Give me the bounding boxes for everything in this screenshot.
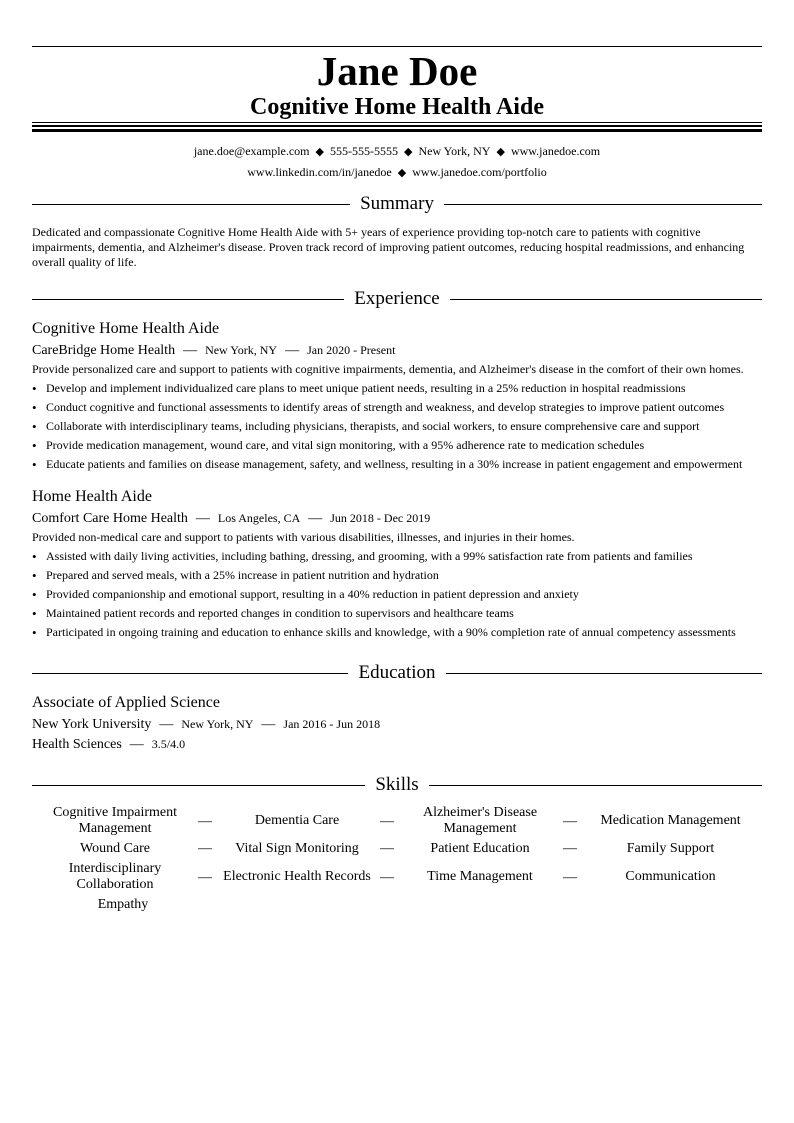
heading-rule-right: [446, 673, 762, 674]
skills-grid: [32, 804, 762, 916]
job-bullet: • Maintained patient records and reported changes in condition to supervisors and healthcare teams: [32, 606, 514, 621]
em-dash-separator: —: [285, 343, 300, 358]
education-degree: Associate of Applied Science: [32, 694, 220, 711]
education-heading: Education: [358, 662, 436, 683]
skill-item: Alzheimer's Disease Management: [422, 805, 538, 836]
job-company: Comfort Care Home Health: [32, 511, 188, 526]
diamond-separator-icon: ◆: [315, 146, 324, 158]
bullet-icon: •: [32, 625, 37, 640]
diamond-separator-icon: ◆: [496, 146, 505, 158]
education-location: New York, NY: [181, 717, 254, 731]
header-rule-thick: [32, 129, 762, 132]
candidate-title: Cognitive Home Health Aide: [250, 94, 544, 120]
education-dates: Jan 2016 - Jun 2018: [283, 717, 381, 731]
job-dates: Jun 2018 - Dec 2019: [330, 511, 431, 525]
skill-item: Cognitive Impairment Management: [52, 805, 178, 836]
skills-row: [32, 860, 762, 894]
skill-item: Empathy: [97, 897, 149, 912]
bullet-icon: •: [32, 549, 37, 564]
em-dash-separator: —: [195, 511, 210, 526]
job-bullet: • Prepared and served meals, with a 25% increase in patient nutrition and hydration: [32, 568, 439, 583]
job-bullet: • Provided companionship and emotional support, resulting in a 40% reduction in patient depression and anxiety: [32, 587, 579, 602]
skill-item: Vital Sign Monitoring: [235, 841, 359, 856]
bullet-icon: •: [32, 457, 37, 472]
contact-email[interactable]: jane.doe@example.com: [193, 144, 310, 158]
em-dash-separator: —: [159, 717, 174, 732]
job-bullet: • Assisted with daily living activities, including bathing, dressing, and grooming, with a 99% satisfaction rate from patients and families: [32, 549, 693, 564]
job-bullet: • Collaborate with interdisciplinary teams, including physicians, therapists, and social workers, to ensure comprehensive care and support: [32, 419, 700, 434]
em-dash-separator: —: [261, 717, 276, 732]
bullet-icon: •: [32, 419, 37, 434]
heading-rule-left: [32, 204, 350, 205]
job-bullet: • Participated in ongoing training and education to enhance skills and knowledge, with a 90% completion rate of annual competency assessments: [32, 625, 736, 640]
contact-line-secondary: [32, 164, 762, 181]
header-rule-medium: [32, 125, 762, 127]
education-school-line: [32, 715, 380, 734]
job-dates: Jan 2020 - Present: [307, 343, 396, 357]
job-bullet: • Educate patients and families on disease management, safety, and wellness, resulting in a 30% increase in patient engagement and empowerment: [32, 457, 743, 472]
contact-line-primary: [32, 143, 762, 160]
bullet-icon: •: [32, 568, 37, 583]
job-org-line: [32, 509, 430, 528]
skills-heading: Skills: [375, 774, 419, 795]
education-school: New York University: [32, 717, 152, 732]
em-dash-separator: —: [380, 870, 394, 885]
heading-rule-left: [32, 785, 365, 786]
skill-item: Medication Management: [600, 813, 741, 828]
diamond-separator-icon: ◆: [403, 146, 413, 158]
job-bullet: • Conduct cognitive and functional assessments to identify areas of strength and weakness, and develop strategies to improve patient outcomes: [32, 400, 725, 415]
em-dash-separator: —: [380, 841, 394, 856]
bullet-icon: •: [32, 587, 37, 602]
skill-item: Interdisciplinary Collaboration: [68, 861, 162, 892]
education-field-line: [32, 735, 185, 754]
education-section-heading: [32, 662, 762, 684]
experience-section-heading: [32, 288, 762, 310]
heading-rule-right: [429, 785, 762, 786]
bullet-icon: •: [32, 438, 37, 453]
skill-item: Family Support: [626, 841, 715, 856]
bullet-icon: •: [32, 400, 37, 415]
em-dash-separator: —: [198, 841, 212, 856]
heading-rule-right: [450, 299, 762, 300]
skills-section-heading: [32, 774, 762, 796]
contact-website[interactable]: www.janedoe.com: [510, 144, 601, 158]
em-dash-separator: —: [183, 343, 198, 358]
skill-item: Patient Education: [430, 841, 530, 856]
contact-portfolio[interactable]: www.janedoe.com/portfolio: [412, 165, 547, 179]
em-dash-separator: —: [563, 841, 577, 856]
skill-item: Time Management: [427, 869, 533, 884]
job-bullet: • Develop and implement individualized care plans to meet unique patient needs, resulting in a 25% reduction in hospital readmissions: [32, 381, 686, 396]
job-description: Provide personalized care and support to patients with cognitive impairments, dementia, and Alzheimer's disease in the comfort of their own homes.: [32, 362, 744, 376]
contact-phone[interactable]: 555-555-5555: [329, 144, 398, 158]
job-bullet-list: [32, 379, 762, 474]
skill-item: Electronic Health Records: [223, 869, 371, 884]
skills-row: [32, 894, 762, 916]
em-dash-separator: —: [563, 870, 577, 885]
education-field: Health Sciences: [32, 737, 122, 752]
header-rule-thin: [32, 122, 762, 123]
summary-section-heading: [32, 193, 762, 215]
skills-row: [32, 804, 762, 838]
skill-item: Wound Care: [79, 841, 151, 856]
em-dash-separator: —: [563, 814, 577, 829]
skill-item: Dementia Care: [254, 813, 340, 828]
summary-text: Dedicated and compassionate Cognitive Home Health Aide with 5+ years of experience providing top-notch care to patients with cognitive impairments, dementia, and Alzheimer's disease. Proven track record of improving patient outcomes, reducing hospital readmissions, and enhancing overall quality of life.: [32, 225, 745, 269]
summary-heading: Summary: [360, 193, 434, 214]
candidate-name: Jane Doe: [316, 48, 478, 94]
bullet-icon: •: [32, 381, 37, 396]
job-bullet-list: [32, 547, 762, 642]
experience-heading: Experience: [354, 288, 440, 309]
header-top-rule: [32, 46, 762, 47]
em-dash-separator: —: [198, 814, 212, 829]
diamond-separator-icon: ◆: [397, 167, 407, 179]
job-org-line: [32, 341, 395, 360]
job-role: Cognitive Home Health Aide: [32, 320, 220, 337]
job-location: Los Angeles, CA: [217, 511, 301, 525]
job-location: New York, NY: [205, 343, 278, 357]
heading-rule-left: [32, 673, 348, 674]
heading-rule-left: [32, 299, 344, 300]
em-dash-separator: —: [380, 814, 394, 829]
job-description: Provided non-medical care and support to patients with various disabilities, illnesses, and injuries in their homes.: [32, 530, 575, 544]
education-gpa: 3.5/4.0: [151, 737, 186, 751]
job-bullet: • Provide medication management, wound care, and vital sign monitoring, with a 95% adherence rate to medication schedules: [32, 438, 645, 453]
job-company: CareBridge Home Health: [32, 343, 176, 358]
heading-rule-right: [444, 204, 762, 205]
em-dash-separator: —: [308, 511, 323, 526]
em-dash-separator: —: [198, 870, 212, 885]
job-role: Home Health Aide: [32, 488, 152, 505]
skills-row: [32, 838, 762, 860]
skill-item: Communication: [625, 869, 716, 884]
bullet-icon: •: [32, 606, 37, 621]
contact-linkedin[interactable]: www.linkedin.com/in/janedoe: [247, 165, 392, 179]
em-dash-separator: —: [129, 737, 144, 752]
contact-location: New York, NY: [418, 144, 491, 158]
